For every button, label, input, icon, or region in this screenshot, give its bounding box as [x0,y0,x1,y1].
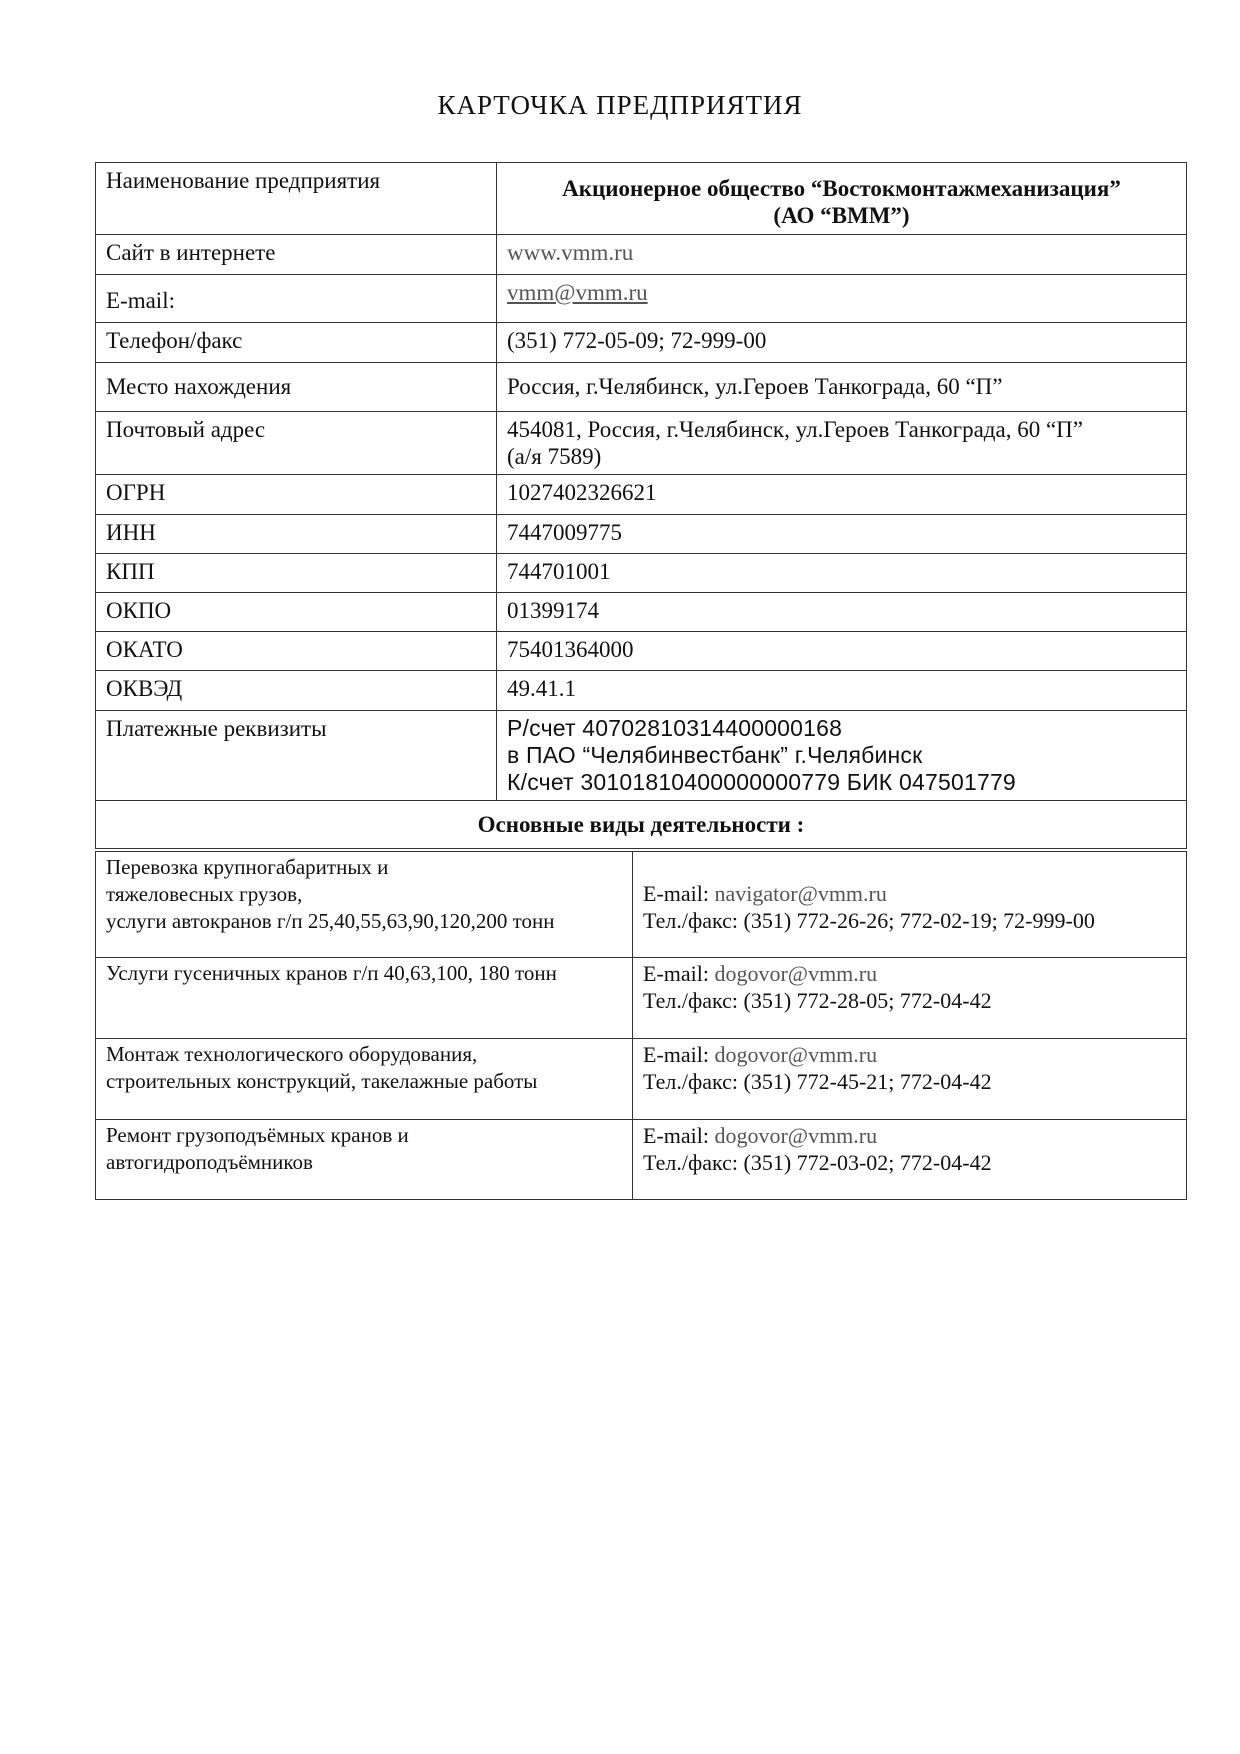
activity-phone-line: Тел./факс: (351) 772-45-21; 772-04-42 [643,1069,992,1094]
activity-name-cell [96,852,633,958]
kpp-value: 744701001 [497,554,1187,593]
table-row [96,1120,1187,1200]
table-row [96,323,1187,363]
field-label-okved: ОКВЭД [96,671,497,711]
ogrn-value: 1027402326621 [497,475,1187,515]
email-value-cell [497,275,1187,323]
table-row [96,632,1187,671]
email-label: E-mail: [643,961,709,986]
activity-name-cell [96,1039,633,1120]
table-row [96,593,1187,632]
activity-name-line: Услуги гусеничных кранов г/п 40,63,100, 180 тонн [106,961,557,985]
email-link[interactable]: vmm@vmm.ru [507,280,648,305]
table-row [96,515,1187,554]
field-label-ogrn: ОГРН [96,475,497,515]
payment-details-value [497,711,1187,801]
company-full-name: Акционерное общество “Востокмонтажмеханизация” [562,176,1121,201]
activity-name-line: тяжеловесных грузов, [106,882,303,906]
field-label-okato: ОКАТО [96,632,497,671]
table-row [96,1039,1187,1120]
activity-email-link[interactable]: dogovor@vmm.ru [714,961,878,986]
postal-address-line: 454081, Россия, г.Челябинск, ул.Героев Танкограда, 60 “П” [507,417,1083,442]
table-row [96,801,1187,849]
correspondent-account-line: К/счет 30101810400000000779 БИК 047501779 [507,769,1016,795]
bank-line: в ПАО “Челябинвестбанк” г.Челябинск [507,742,923,768]
field-label-postal-address: Почтовый адрес [96,412,497,475]
field-label-email: E-mail: [96,275,497,323]
table-row [96,958,1187,1039]
website-link[interactable]: www.vmm.ru [497,235,1187,275]
activity-email-line [643,1122,1176,1149]
okato-value: 75401364000 [497,632,1187,671]
activity-email-line [643,1041,1176,1068]
okpo-value: 01399174 [497,593,1187,632]
field-label-kpp: КПП [96,554,497,593]
email-label: E-mail: [643,1042,709,1067]
table-row [96,412,1187,475]
activity-email-line [643,880,1176,907]
activity-email-link[interactable]: dogovor@vmm.ru [714,1123,878,1148]
field-label-phone-fax: Телефон/факс [96,323,497,363]
section-header-activities: Основные виды деятельности : [96,801,1187,849]
field-label-website: Сайт в интернете [96,235,497,275]
postal-address-value [497,412,1187,475]
activities-table [95,851,1187,1200]
activity-name-line: строительных конструкций, такелажные работы [106,1069,538,1093]
table-row [96,554,1187,593]
activity-name-line: автогидроподъёмников [106,1150,313,1174]
company-short-name: (АО “ВММ”) [773,203,910,228]
activity-contacts-cell [633,852,1187,958]
table-row [96,363,1187,412]
inn-value: 7447009775 [497,515,1187,554]
activity-phone-line: Тел./факс: (351) 772-26-26; 772-02-19; 72-999-00 [643,908,1095,933]
phone-fax-value: (351) 772-05-09; 72-999-00 [497,323,1187,363]
email-label: E-mail: [643,1123,709,1148]
activity-name-line: Монтаж технологического оборудования, [106,1042,478,1066]
activity-name-line: услуги автокранов г/п 25,40,55,63,90,120,200 тонн [106,909,555,933]
field-label-inn: ИНН [96,515,497,554]
settlement-account-line: Р/счет 40702810314400000168 [507,715,843,741]
activity-email-link[interactable]: navigator@vmm.ru [714,881,887,906]
activity-contacts-cell [633,958,1187,1039]
table-row [96,275,1187,323]
table-row [96,475,1187,515]
activity-name-line: Ремонт грузоподъёмных кранов и [106,1123,409,1147]
field-label-okpo: ОКПО [96,593,497,632]
email-label: E-mail: [643,881,709,906]
company-card-table [95,162,1187,849]
activity-contacts-cell [633,1120,1187,1200]
activity-name-line: Перевозка крупногабаритных и [106,855,389,879]
activity-name-cell [96,1120,633,1200]
okved-value: 49.41.1 [497,671,1187,711]
activity-phone-line: Тел./факс: (351) 772-03-02; 772-04-42 [643,1150,992,1175]
activity-name-cell [96,958,633,1039]
po-box-line: (а/я 7589) [507,444,602,469]
document-title: КАРТОЧКА ПРЕДПРИЯТИЯ [437,90,803,120]
activity-email-line [643,960,1176,987]
table-row [96,235,1187,275]
field-label-company-name: Наименование предприятия [96,163,497,235]
field-label-location: Место нахождения [96,363,497,412]
table-row [96,671,1187,711]
location-value: Россия, г.Челябинск, ул.Героев Танкограда, 60 “П” [497,363,1187,412]
company-name-value [497,163,1187,235]
table-row [96,711,1187,801]
activity-email-link[interactable]: dogovor@vmm.ru [714,1042,878,1067]
field-label-payment-details: Платежные реквизиты [96,711,497,801]
activity-phone-line: Тел./факс: (351) 772-28-05; 772-04-42 [643,988,992,1013]
activity-contacts-cell [633,1039,1187,1120]
table-row [96,852,1187,958]
table-row [96,163,1187,235]
